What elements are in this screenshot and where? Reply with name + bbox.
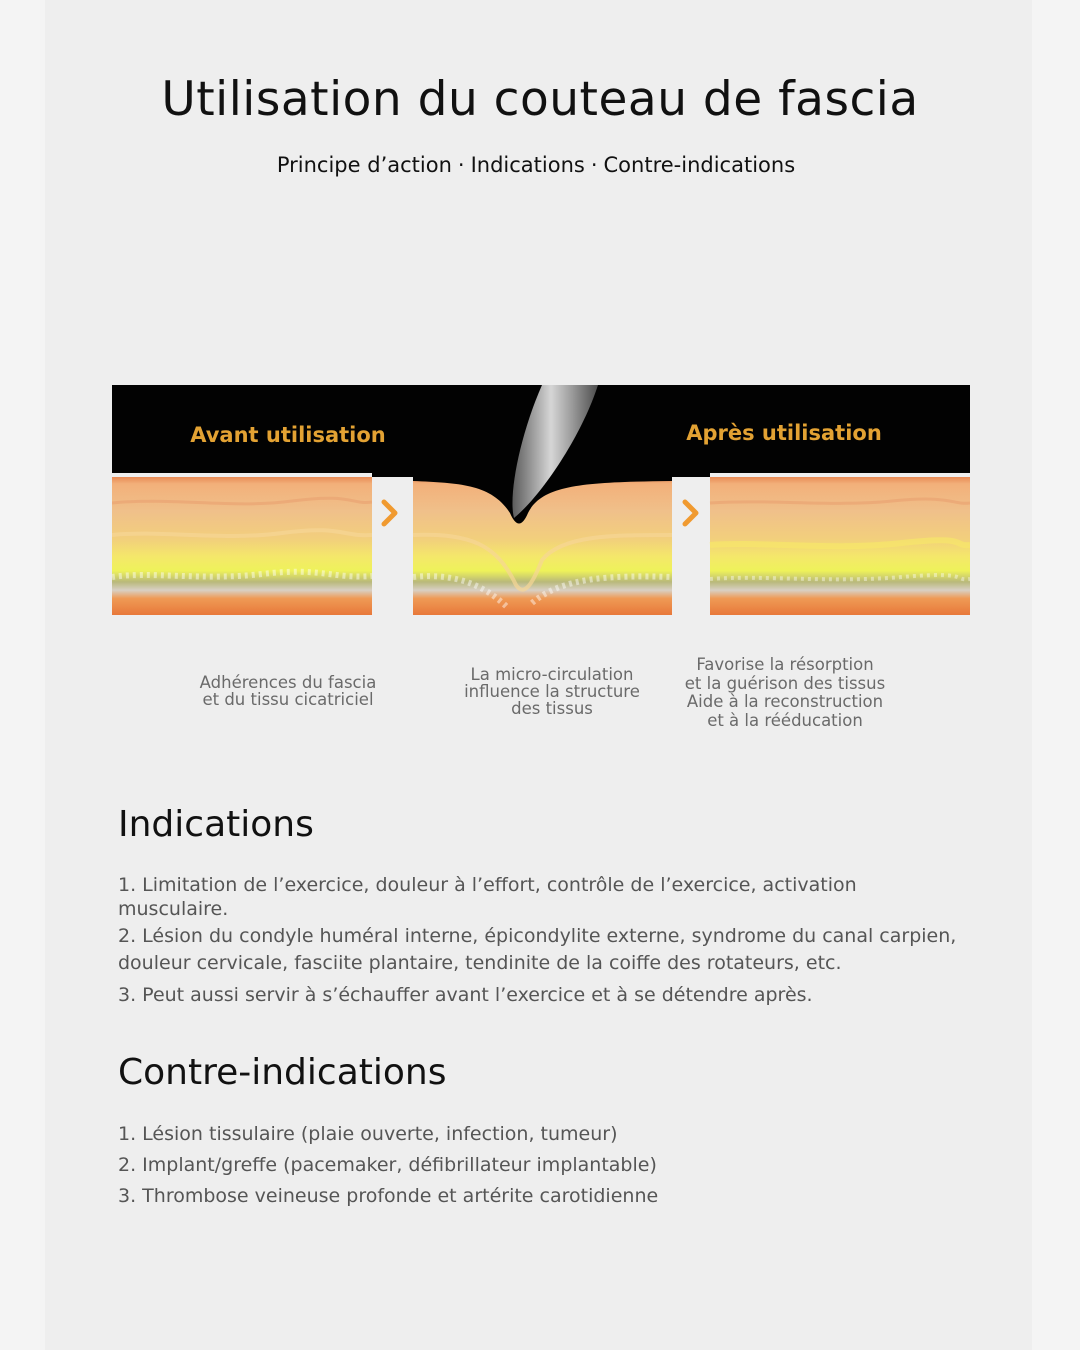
subtitle-separator: · — [457, 153, 465, 177]
caption-after: Favorise la résorption et la guérison des tissus Aide à la reconstruction et à la rééducation — [684, 655, 886, 730]
subtitle-separator: · — [590, 153, 598, 177]
caption-during: La micro-circulation influence la structure des tissus — [464, 665, 640, 718]
before-label: Avant utilisation — [190, 423, 386, 447]
page-title: Utilisation du couteau de fascia — [161, 72, 919, 127]
subtitle-contraindications: Contre-indications — [603, 153, 796, 177]
tissue-panel-after — [710, 477, 970, 615]
list-item: 2. Implant/greffe (pacemaker, défibrillateur implantable) — [118, 1154, 657, 1176]
indications-title: Indications — [118, 804, 314, 845]
list-item: 3. Peut aussi servir à s’échauffer avant l’exercice et à se détendre après. — [118, 984, 813, 1006]
list-item: 3. Thrombose veineuse profonde et artérite carotidienne — [118, 1185, 659, 1207]
subtitle-indications: Indications — [470, 153, 585, 177]
page-subtitle — [0, 153, 1072, 177]
list-item: 1. Lésion tissulaire (plaie ouverte, infection, tumeur) — [118, 1123, 618, 1145]
indications-list — [118, 873, 968, 1009]
contraindications-title: Contre-indications — [118, 1052, 447, 1093]
list-item: 2. Lésion du condyle huméral interne, épicondylite externe, syndrome du canal carpien, douleur cervicale, fasciite plantaire, tendinite de la coiffe des rotateurs, etc. — [118, 925, 957, 974]
after-label: Après utilisation — [686, 421, 882, 445]
tissue-panel-before — [112, 477, 372, 615]
caption-before: Adhérences du fascia et du tissu cicatriciel — [199, 673, 377, 709]
contraindications-list — [118, 1119, 968, 1212]
tissue-diagram — [112, 385, 970, 615]
subtitle-principle: Principe d’action — [276, 153, 452, 177]
list-item: 1. Limitation de l’exercice, douleur à l’effort, contrôle de l’exercice, activation musculaire. — [118, 874, 857, 920]
